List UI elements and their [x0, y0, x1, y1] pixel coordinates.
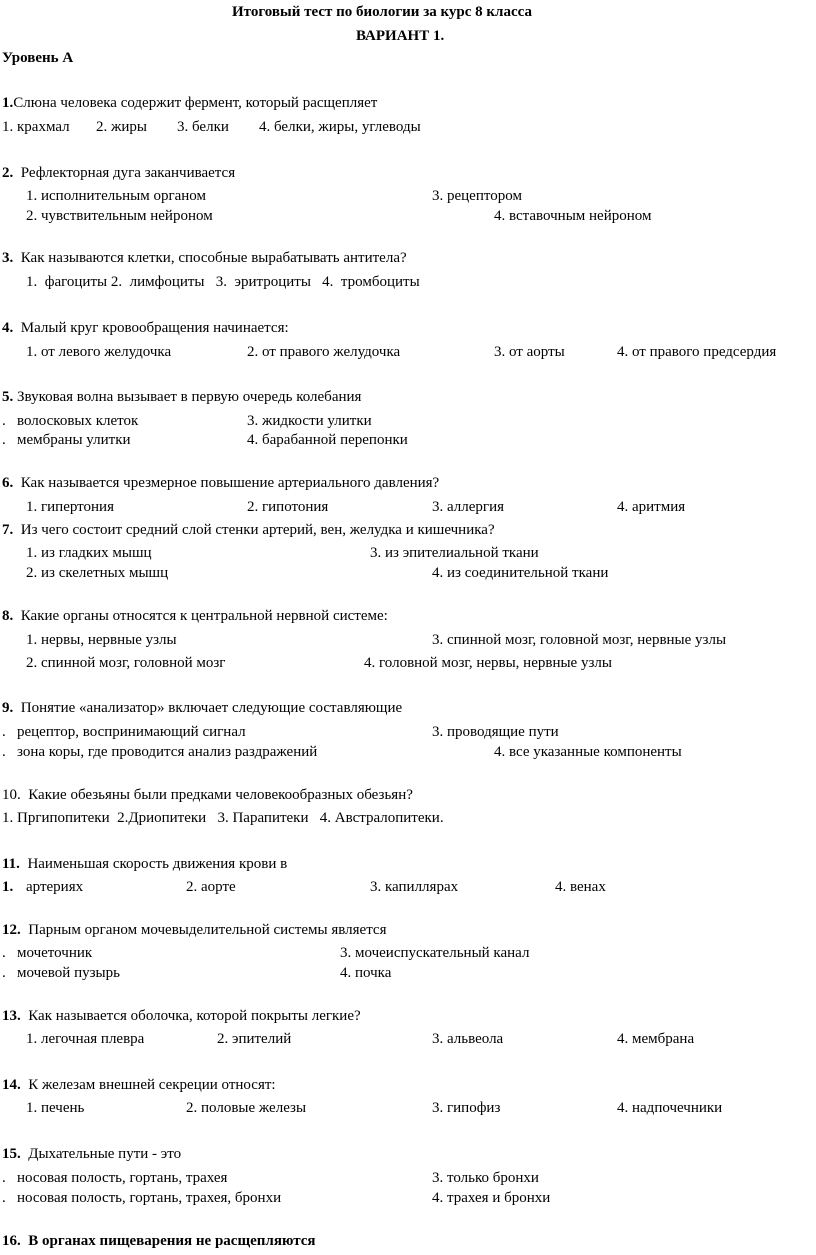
option-number: 1. [2, 879, 14, 895]
option: 1. крахмал [2, 119, 70, 135]
question-text: Какие органы относятся к центральной нервной системе: [20, 608, 388, 624]
option: . носовая полость, гортань, трахея [2, 1170, 228, 1186]
option: 1. исполнительным органом [26, 188, 206, 204]
question-number: 11. [2, 856, 20, 872]
question-text: Слюна человека содержит фермент, который расщепляет [13, 95, 378, 111]
option: 4. вставочным нейроном [494, 208, 652, 224]
option: 1. легочная плевра [26, 1031, 145, 1047]
option: 2. от правого желудочка [247, 344, 401, 360]
option: 3. от аорты [494, 344, 565, 360]
option: 3. из эпителиальной ткани [370, 545, 539, 561]
option: 2. жиры [96, 119, 147, 135]
option: 3. альвеола [432, 1031, 504, 1047]
question-number: 7. [2, 522, 14, 538]
option: 4. от правого предсердия [617, 344, 777, 360]
option: 3. аллергия [432, 499, 504, 515]
question-number: 9. [2, 700, 14, 716]
option: . мочевой пузырь [2, 965, 120, 981]
question-text: В органах пищеварения не расщепляются [28, 1233, 316, 1249]
question-number: 1. [2, 95, 14, 111]
question-number: 6. [2, 475, 14, 491]
option: . мочеточник [2, 945, 93, 961]
option: 1. гипертония [26, 499, 114, 515]
option: . мембраны улитки [2, 432, 131, 448]
question-8 [2, 607, 388, 625]
question-text: К железам внешней секреции относят: [28, 1077, 276, 1093]
question-6 [2, 474, 439, 492]
option: 4. мембрана [617, 1031, 695, 1047]
question-number: 12. [2, 922, 21, 938]
option: . волосковых клеток [2, 413, 139, 429]
question-number: 5. [2, 389, 14, 405]
option: 4. почка [340, 965, 392, 981]
question-13 [2, 1007, 361, 1025]
question-5 [2, 388, 361, 406]
option: . зона коры, где проводится анализ раздражений [2, 744, 318, 760]
question-9 [2, 699, 402, 717]
page-title: Итоговый тест по биологии за курс 8 класса [232, 4, 532, 20]
option: 1. из гладких мышц [26, 545, 152, 561]
option: 4. надпочечники [617, 1100, 723, 1116]
question-text: Малый круг кровообращения начинается: [20, 320, 289, 336]
option: 2. спинной мозг, головной мозг [26, 655, 226, 671]
question-10 [2, 786, 413, 804]
question-3 [2, 249, 407, 267]
option: 2. из скелетных мышц [26, 565, 169, 581]
option: 4. трахея и бронхи [432, 1190, 551, 1206]
option: 1. нервы, нервные узлы [26, 632, 177, 648]
option: 3. проводящие пути [432, 724, 559, 740]
question-text: Как называются клетки, способные вырабатывать антитела? [20, 250, 407, 266]
option: 3. только бронхи [432, 1170, 539, 1186]
question-text: Как называется оболочка, которой покрыты легкие? [28, 1008, 361, 1024]
question-number: 10. [2, 787, 21, 803]
option: 4. головной мозг, нервы, нервные узлы [364, 655, 612, 671]
question-number: 3. [2, 250, 14, 266]
option: 4. из соединительной ткани [432, 565, 609, 581]
option: 3. мочеиспускательный канал [340, 945, 530, 961]
option: 3. гипофиз [432, 1100, 501, 1116]
question-text: Из чего состоит средний слой стенки артерий, вен, желудка и кишечника? [20, 522, 495, 538]
option: 4. все указанные компоненты [494, 744, 682, 760]
variant-heading: ВАРИАНТ 1. [356, 28, 445, 44]
option: 1. печень [26, 1100, 85, 1116]
question-number: 14. [2, 1077, 21, 1093]
question-16 [2, 1232, 316, 1250]
question-15 [2, 1145, 181, 1163]
question-number: 13. [2, 1008, 21, 1024]
question-text: Понятие «анализатор» включает следующие составляющие [20, 700, 403, 716]
option: 1. фагоциты 2. лимфоциты 3. эритроциты 4. тромбоциты [26, 274, 420, 290]
question-7 [2, 521, 495, 539]
level-heading: Уровень А [2, 50, 74, 66]
option: 2. половые железы [186, 1100, 307, 1116]
option: 3. жидкости улитки [247, 413, 372, 429]
question-number: 2. [2, 165, 14, 181]
question-text: Парным органом мочевыделительной системы является [28, 922, 387, 938]
question-number: 8. [2, 608, 14, 624]
question-text: Как называется чрезмерное повышение артериального давления? [20, 475, 440, 491]
question-text: Какие обезьяны были предками человекообразных обезьян? [28, 787, 413, 803]
question-text: Наименьшая скорость движения крови в [27, 856, 288, 872]
option: 3. рецептором [432, 188, 522, 204]
question-12 [2, 921, 387, 939]
question-11 [2, 855, 287, 873]
question-text: Дыхательные пути - это [28, 1146, 182, 1162]
question-number: 16. [2, 1233, 21, 1249]
option: 3. спинной мозг, головной мозг, нервные узлы [432, 632, 727, 648]
option: 2. гипотония [247, 499, 329, 515]
option: . рецептор, воспринимающий сигнал [2, 724, 246, 740]
question-1 [2, 94, 377, 112]
question-number: 15. [2, 1146, 21, 1162]
option: . носовая полость, гортань, трахея, бронхи [2, 1190, 282, 1206]
option: 3. капиллярах [370, 879, 459, 895]
option: 3. белки [177, 119, 229, 135]
option: 4. венах [555, 879, 606, 895]
question-2 [2, 164, 235, 182]
option: 2. эпителий [217, 1031, 292, 1047]
question-number: 4. [2, 320, 14, 336]
option: 2. аорте [186, 879, 236, 895]
question-text: Звуковая волна вызывает в первую очередь колебания [17, 389, 362, 405]
option: 4. аритмия [617, 499, 686, 515]
option: 4. белки, жиры, углеводы [259, 119, 421, 135]
option: артериях [26, 879, 84, 895]
question-text: Рефлекторная дуга заканчивается [20, 165, 236, 181]
option: 4. барабанной перепонки [247, 432, 408, 448]
option: 1. Пргипопитеки 2.Дриопитеки 3. Парапитеки 4. Австралопитеки. [2, 810, 444, 826]
question-14 [2, 1076, 276, 1094]
option: 2. чувствительным нейроном [26, 208, 213, 224]
question-4 [2, 319, 289, 337]
option: 1. от левого желудочка [26, 344, 172, 360]
